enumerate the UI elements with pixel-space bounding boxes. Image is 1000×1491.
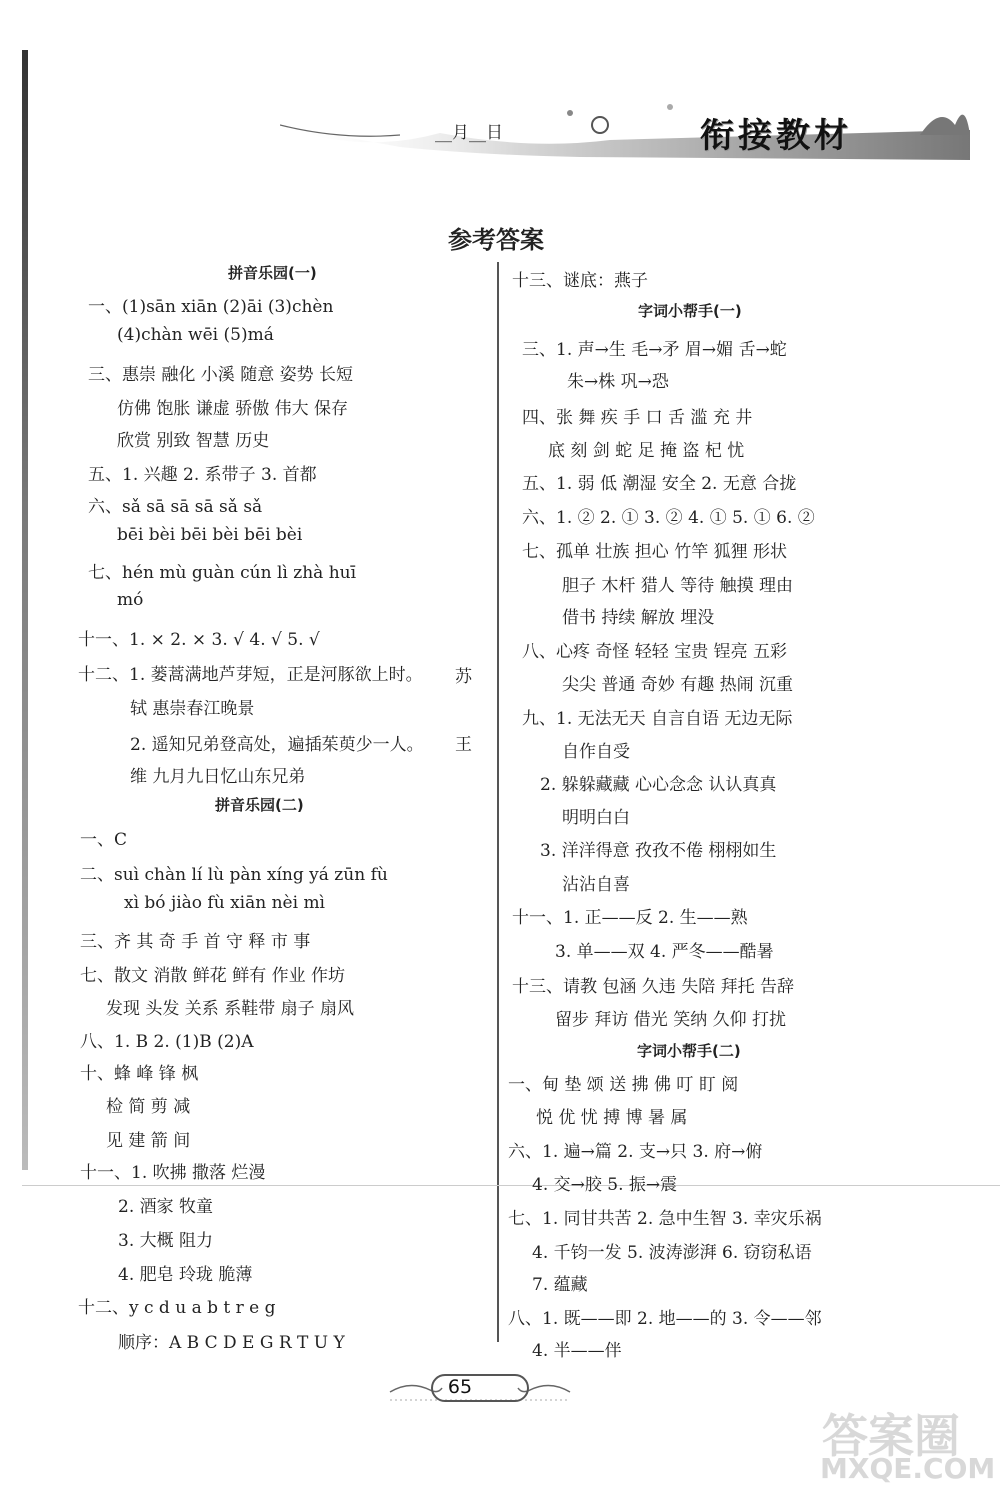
- page-title: 参考答案: [448, 225, 544, 254]
- answer-line: 苏: [455, 667, 472, 687]
- answer-line: 尖尖 普通 奇妙 有趣 热闹 沉重: [562, 675, 794, 695]
- answer-line: 八、1. 既——即 2. 地——的 3. 令——邻: [508, 1309, 822, 1329]
- answer-line: 十三、谜底：燕子: [512, 271, 648, 291]
- answer-line: 十一、1. 吹拂 撒落 烂漫: [80, 1163, 266, 1183]
- section-heading: 拼音乐园(二): [215, 796, 304, 814]
- answer-line: 十二、y c d u a b t r e g: [78, 1298, 276, 1318]
- section-heading: 拼音乐园(一): [228, 264, 317, 282]
- answer-line: 7. 蕴藏: [532, 1275, 588, 1295]
- answer-line: 六、sǎ sā sā sā sǎ sǎ: [88, 497, 263, 517]
- answer-line: 八、1. B 2. (1)B (2)A: [80, 1032, 254, 1052]
- answer-line: 顺序：A B C D E G R T U Y: [118, 1333, 345, 1353]
- answer-line: 胆子 木杆 猎人 等待 触摸 理由: [562, 576, 794, 596]
- answer-line: bēi bèi bēi bèi bēi bèi: [117, 525, 303, 545]
- answer-line: 五、1. 兴趣 2. 系带子 3. 首都: [88, 465, 317, 485]
- answer-line: 十三、请教 包涵 久违 失陪 拜托 告辞: [512, 977, 795, 997]
- answer-line: 底 刻 剑 蛇 足 掩 盗 杞 忧: [548, 441, 745, 461]
- answer-line: 4. 半——伴: [532, 1341, 622, 1361]
- answer-line: 七、孤单 壮族 担心 竹竿 狐狸 形状: [522, 542, 788, 562]
- answer-line: 十一、1. × 2. × 3. √ 4. √ 5. √: [78, 630, 320, 650]
- answer-line: 七、散文 消散 鲜花 鲜有 作业 作坊: [80, 966, 346, 986]
- answer-line: 十二、1. 蒌蒿满地芦芽短，正是河豚欲上时。: [78, 665, 423, 685]
- answer-line: 十、蜂 峰 锋 枫: [80, 1064, 199, 1084]
- answer-line: 七、1. 同甘共苦 2. 急中生智 3. 幸灾乐祸: [508, 1209, 822, 1229]
- answer-line: 4. 千钧一发 5. 波涛澎湃 6. 窃窃私语: [532, 1243, 812, 1263]
- answer-line: xì bó jiào fù xiān nèi mì: [124, 893, 325, 913]
- answer-line: 3. 大概 阻力: [118, 1231, 214, 1251]
- answer-line: 明明白白: [562, 808, 630, 828]
- answer-line: 九、1. 无法无天 自言自语 无边无际: [522, 709, 793, 729]
- answer-line: (4)chàn wēi (5)má: [117, 325, 274, 345]
- answer-line: 一、甸 垫 颂 送 拂 佛 叮 盯 阅: [508, 1075, 739, 1095]
- answer-line: 一、C: [80, 830, 128, 850]
- page-number: 65: [447, 1376, 473, 1398]
- answer-line: 悦 优 忧 搏 博 暑 属: [536, 1108, 688, 1128]
- answer-line: 维 九月九日忆山东兄弟: [130, 767, 306, 787]
- answer-line: 欣赏 别致 智慧 历史: [117, 431, 270, 451]
- answer-line: mó: [117, 590, 144, 610]
- answer-line: 2. 躲躲藏藏 心心念念 认认真真: [540, 775, 777, 795]
- section-heading: 字词小帮手(二): [637, 1042, 741, 1060]
- answer-line: 三、惠崇 融化 小溪 随意 姿势 长短: [88, 365, 354, 385]
- answer-line: 七、hén mù guàn cún lì zhà huī: [88, 563, 357, 583]
- binding-spine: [22, 50, 28, 1170]
- answer-line: 2. 遥知兄弟登高处，遍插茱萸少一人。: [130, 735, 424, 755]
- answer-line: 2. 酒家 牧童: [118, 1197, 214, 1217]
- answer-line: 4. 交→胶 5. 振→震: [532, 1175, 678, 1195]
- watermark-url: MXQE.COM: [820, 1452, 996, 1485]
- answer-line: 3. 单——双 4. 严冬——酷暑: [555, 942, 774, 962]
- header-decoration: [280, 95, 970, 167]
- answer-line: 五、1. 弱 低 潮湿 安全 2. 无意 合拢: [522, 474, 797, 494]
- answer-line: 三、齐 其 奇 手 首 守 释 市 事: [80, 932, 311, 952]
- answer-line: 一、(1)sān xiān (2)āi (3)chèn: [88, 297, 334, 317]
- section-heading: 字词小帮手(一): [638, 302, 742, 320]
- answer-line: 朱→株 巩→恐: [567, 372, 669, 392]
- answer-line: 4. 肥皂 玲珑 脆薄: [118, 1265, 253, 1285]
- answer-line: 见 建 箭 间: [106, 1131, 191, 1151]
- fold-line: [22, 1185, 1000, 1186]
- column-divider: [497, 262, 499, 1342]
- answer-line: 十一、1. 正——反 2. 生——熟: [512, 908, 748, 928]
- date-field: __月__日: [435, 123, 503, 143]
- answer-line: 自作自受: [562, 742, 630, 762]
- answer-line: 留步 拜访 借光 笑纳 久仰 打扰: [555, 1010, 787, 1030]
- answer-line: 六、1. ② 2. ① 3. ② 4. ① 5. ① 6. ②: [522, 508, 815, 528]
- answer-line: 借书 持续 解放 埋没: [562, 608, 715, 628]
- answer-line: 检 简 剪 减: [106, 1097, 191, 1117]
- answer-line: 六、1. 遍→篇 2. 支→只 3. 府→俯: [508, 1142, 763, 1162]
- answer-line: 八、心疼 奇怪 轻轻 宝贵 锃亮 五彩: [522, 642, 788, 662]
- answer-line: 沾沾自喜: [562, 875, 630, 895]
- answer-line: 二、suì chàn lí lù pàn xíng yá zūn fù: [80, 865, 388, 885]
- answer-line: 四、张 舞 疾 手 口 舌 滥 充 井: [522, 408, 753, 428]
- answer-line: 发现 头发 关系 系鞋带 扇子 扇风: [106, 999, 355, 1019]
- answer-line: 3. 洋洋得意 孜孜不倦 栩栩如生: [540, 841, 777, 861]
- answer-line: 轼 惠崇春江晚景: [130, 699, 255, 719]
- answer-line: 王: [455, 735, 472, 755]
- brand-title: 衔接教材: [700, 116, 852, 156]
- watermark-logo: 答案圈: [822, 1409, 960, 1463]
- answer-line: 仿佛 饱胀 谦虚 骄傲 伟大 保存: [117, 399, 349, 419]
- answer-line: 三、1. 声→生 毛→矛 眉→媚 舌→蛇: [522, 340, 787, 360]
